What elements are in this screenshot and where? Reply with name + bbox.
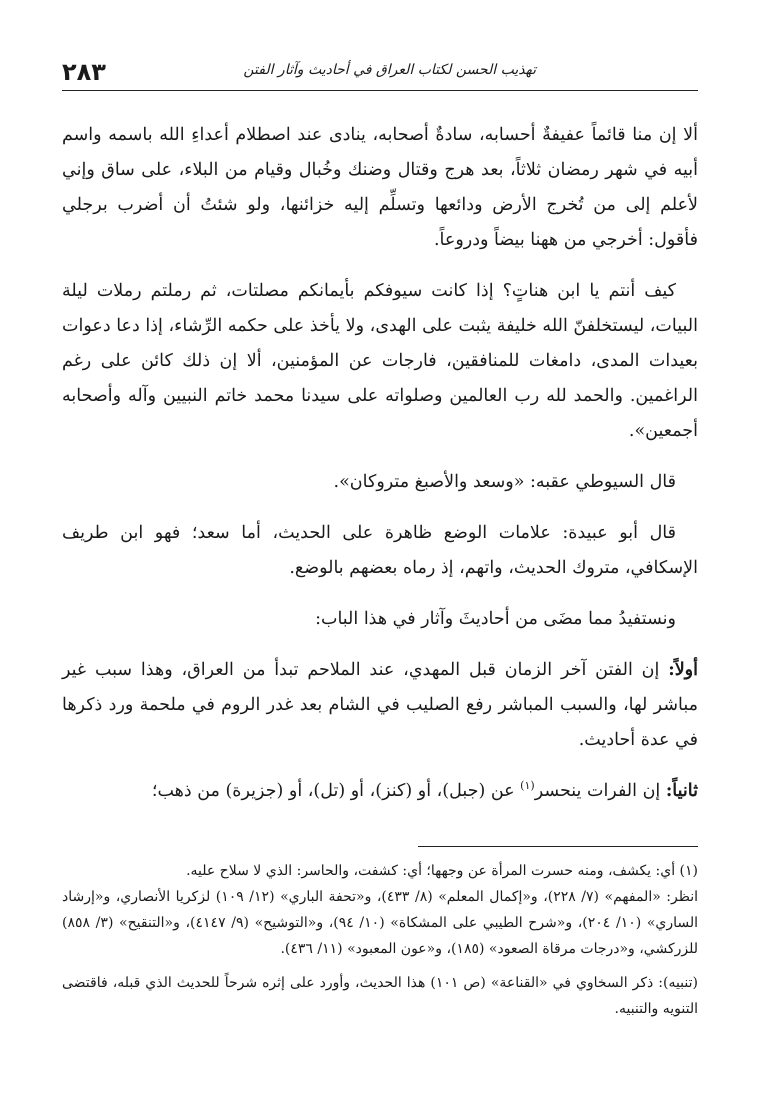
paragraph-4: قال أبو عبيدة: علامات الوضع ظاهرة على الحديث، أما سعد؛ فهو ابن طريف الإسكافي، متروك الحديث، واتهم، إذ رماه بعضهم بالوضع. xyxy=(62,523,698,578)
paragraph-3: قال السيوطي عقبه: «وسعد والأصبغ متروكان». xyxy=(333,472,676,492)
footnote-1-references: انظر: «المفهم» (٧/ ٢٢٨)، و«إكمال المعلم» (٨/ ٤٣٣)، و«تحفة الباري» (١٢/ ١٠٩) لزكريا الأنصاري، و«إرشاد الساري» (١٠/ ٢٠٤)، و«شرح الطيبي على المشكاة» (١٠/ ٩٤)، و«التوشيح» (٩/ ٤١٤٧)، و«التنقيح» (٣/ ٨٥٨) للزركشي، و«درجات مرقاة الصعود» (١٨٥)، و«عون المعبود» (١١/ ٤٣٦). xyxy=(62,889,699,957)
paragraph-6-lead: أولاً: xyxy=(668,660,698,680)
footnote-separator xyxy=(418,846,698,847)
footnote-marker-1: (١) xyxy=(520,779,535,793)
header-rule xyxy=(62,90,698,91)
running-title: تهذيب الحسن لكتاب العراق في أحاديث وآثار الفتن xyxy=(243,62,536,78)
paragraph-6 xyxy=(62,653,698,758)
paragraph-7-lead: ثانياً: xyxy=(665,781,698,801)
running-header xyxy=(62,58,698,88)
paragraph-7-text-b: عن (جبل)، أو (كنز)، أو (تل)، أو (جزيرة) من ذهب؛ xyxy=(151,781,521,801)
paragraph-1: ألا إن منا قائماً عفيفةٌ أحسابه، سادةٌ أصحابه، ينادى عند اصطلام أعداءِ الله باسمه واسم أبيه في شهر رمضان ثلاثاً، بعد هرج وقتال وضنك وخُبال وقيام من البلاء، على ساق وإني لأعلم إلى من تُخرج الأرض ودائعها وتسلِّم إليه خزائنها، ولو شئتُ أن أضرب برجلي فأقول: أخرجي من ههنا بيضاً ودروعاً. xyxy=(62,125,698,250)
footnote-note: (تنبيه): ذكر السخاوي في «القناعة» (ص ١٠١) هذا الحديث، وأورد على إثره شرحاً للحديث الذي قبله، فاقتضى التنويه والتنبيه. xyxy=(62,975,698,1017)
main-text xyxy=(62,118,698,825)
paragraph-6-text: إن الفتن آخر الزمان قبل المهدي، عند الملاحم تبدأ من العراق، وهذا سبب غير مباشر لها، والسبب المباشر رفع الصليب في الشام بعد غدر الروم في ملحمة ورد ذكرها في عدة أحاديث. xyxy=(62,660,698,750)
paragraph-7-text-a: إن الفرات ينحسر xyxy=(534,781,666,801)
paragraph-7 xyxy=(62,774,698,809)
paragraph-5: ونستفيدُ مما مضَى من أحاديثَ وآثار في هذا الباب: xyxy=(315,609,676,629)
footnote-1: (١) أي: يكشف، ومنه حسرت المرأة عن وجهها؛ أي: كشفت، والحاسر: الذي لا سلاح عليه. xyxy=(186,863,698,879)
page-number: ٢٨٣ xyxy=(62,58,106,86)
footnotes xyxy=(62,858,698,1030)
paragraph-2: كيف أنتم يا ابن هناتٍ؟ إذا كانت سيوفكم بأيمانكم مصلتات، ثم رملتم رملات ليلة البيات، ليستخلفنّ الله خليفة يثبت على الهدى، ولا يأخذ على حكمه الرِّشاء، إذا دعا دعوات بعيدات المدى، دامغات للمنافقين، فارجات عن المؤمنين، ألا إن ذلك كائن على رغم الراغمين. والحمد لله رب العالمين وصلواته على سيدنا محمد خاتم النبيين وآله وأصحابه أجمعين». xyxy=(62,281,698,441)
